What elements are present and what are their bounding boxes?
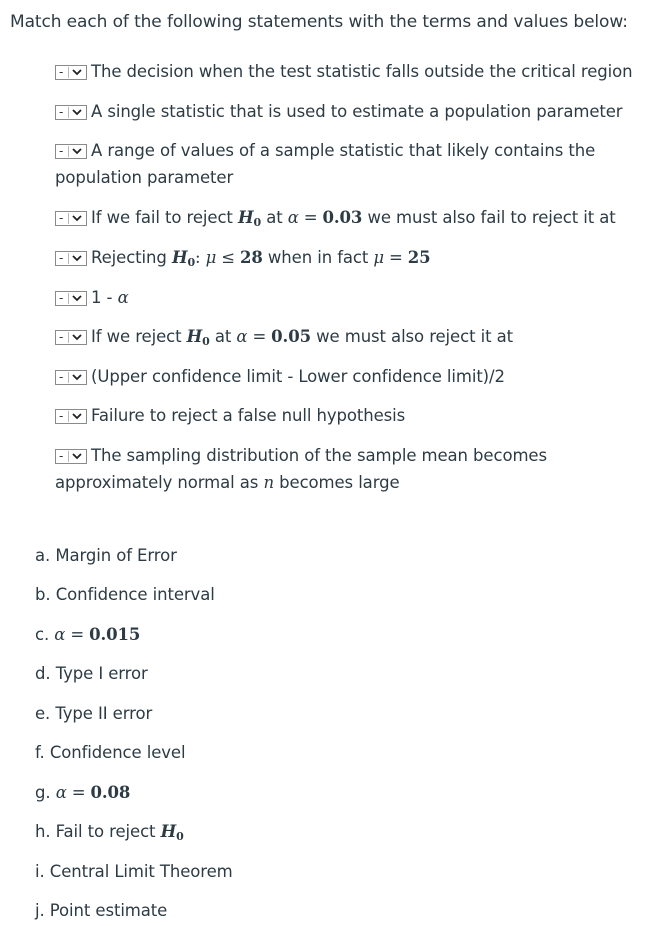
chevron-down-icon (72, 453, 82, 460)
option-h: h. Fail to reject $H_0$ (35, 822, 184, 843)
answer-select-10[interactable] (55, 449, 87, 464)
answer-select-3[interactable] (55, 144, 87, 159)
statement-text: A single statistic that is used to estimate a population parameter (91, 102, 623, 121)
statement-text: The sampling distribution of the sample mean becomes approximately normal as (55, 446, 547, 492)
chevron-down-icon (72, 255, 82, 262)
alpha-symbol: α (55, 783, 67, 802)
select-placeholder: - (59, 409, 64, 423)
statement-text: Rejecting (91, 248, 167, 267)
select-placeholder: - (59, 65, 64, 79)
statement-text: Failure to reject a false null hypothesis (91, 406, 406, 425)
select-placeholder: - (59, 291, 64, 305)
statement-5: - Rejecting $H_0$: μ ≤ 28 when in fact μ = 25 (55, 244, 660, 276)
h0-symbol: $H_0$ (171, 248, 195, 269)
option-j: j. Point estimate (35, 901, 168, 920)
answer-select-8[interactable] (55, 370, 87, 385)
statement-3 (55, 137, 660, 191)
statement-text: 1 - (91, 288, 113, 307)
statement-7: - If we reject $H_0$ at α = 0.05 we must also reject it at (55, 323, 660, 355)
chevron-down-icon (72, 334, 82, 341)
statement-text: A range of values of a sample statistic that likely contains the population parameter (55, 141, 596, 187)
statement-8 (55, 363, 660, 390)
answer-select-2[interactable] (55, 105, 87, 120)
answer-select-4[interactable] (55, 211, 87, 226)
statement-10: - The sampling distribution of the sample mean becomes approximately normal as n becomes large (55, 446, 547, 492)
h0-symbol: $H_0$ (186, 327, 210, 348)
select-placeholder: - (59, 449, 64, 463)
alpha-value: 0.03 (322, 208, 363, 227)
chevron-down-icon (72, 109, 82, 116)
h0-symbol: $H_0$ (160, 822, 184, 843)
statement-text: (Upper confidence limit - Lower confidence limit)/2 (91, 367, 505, 386)
option-f: f. Confidence level (35, 743, 186, 762)
answer-select-7[interactable] (55, 330, 87, 345)
select-placeholder: - (59, 144, 64, 158)
select-placeholder: - (59, 211, 64, 225)
chevron-down-icon (72, 148, 82, 155)
statement-9 (55, 402, 660, 429)
answer-select-6[interactable] (55, 291, 87, 306)
statement-2 (55, 98, 660, 125)
alpha-value: 0.05 (271, 327, 311, 346)
option-i: i. Central Limit Theorem (35, 862, 233, 881)
option-b: b. Confidence interval (35, 585, 215, 604)
select-placeholder: - (59, 251, 64, 265)
instruction-text: Match each of the following statements with the terms and values below: (10, 12, 628, 32)
select-placeholder: - (59, 370, 64, 384)
statement-6 (55, 284, 660, 311)
chevron-down-icon (72, 374, 82, 381)
alpha-symbol: α (54, 625, 66, 644)
select-placeholder: - (59, 330, 64, 344)
select-placeholder: - (59, 105, 64, 119)
n-symbol: n (263, 473, 274, 492)
alpha-value: 0.08 (90, 783, 131, 802)
answer-select-9[interactable] (55, 409, 87, 424)
h0-symbol: $H_0$ (237, 208, 262, 229)
statement-4: - If we fail to reject $H_0$ at α = 0.03 we must also fail to reject it at (55, 204, 660, 236)
option-g: g. α = 0.08 (35, 783, 131, 802)
alpha-symbol: α (236, 327, 248, 346)
option-e: e. Type II error (35, 704, 153, 723)
chevron-down-icon (72, 215, 82, 222)
chevron-down-icon (72, 295, 82, 302)
alpha-value: 0.015 (89, 625, 141, 644)
answer-select-1[interactable] (55, 65, 87, 80)
answer-select-5[interactable] (55, 251, 87, 266)
statement-text: If we fail to reject (91, 208, 233, 227)
alpha-symbol: α (117, 288, 129, 307)
chevron-down-icon (72, 69, 82, 76)
option-c: c. α = 0.015 (35, 625, 141, 644)
statement-text: The decision when the test statistic falls outside the critical region (91, 62, 633, 81)
option-d: d. Type I error (35, 664, 148, 683)
alpha-symbol: α (287, 208, 299, 227)
statement-1 (55, 58, 660, 85)
statement-text: If we reject (91, 327, 182, 346)
chevron-down-icon (72, 413, 82, 420)
option-a: a. Margin of Error (35, 546, 177, 565)
